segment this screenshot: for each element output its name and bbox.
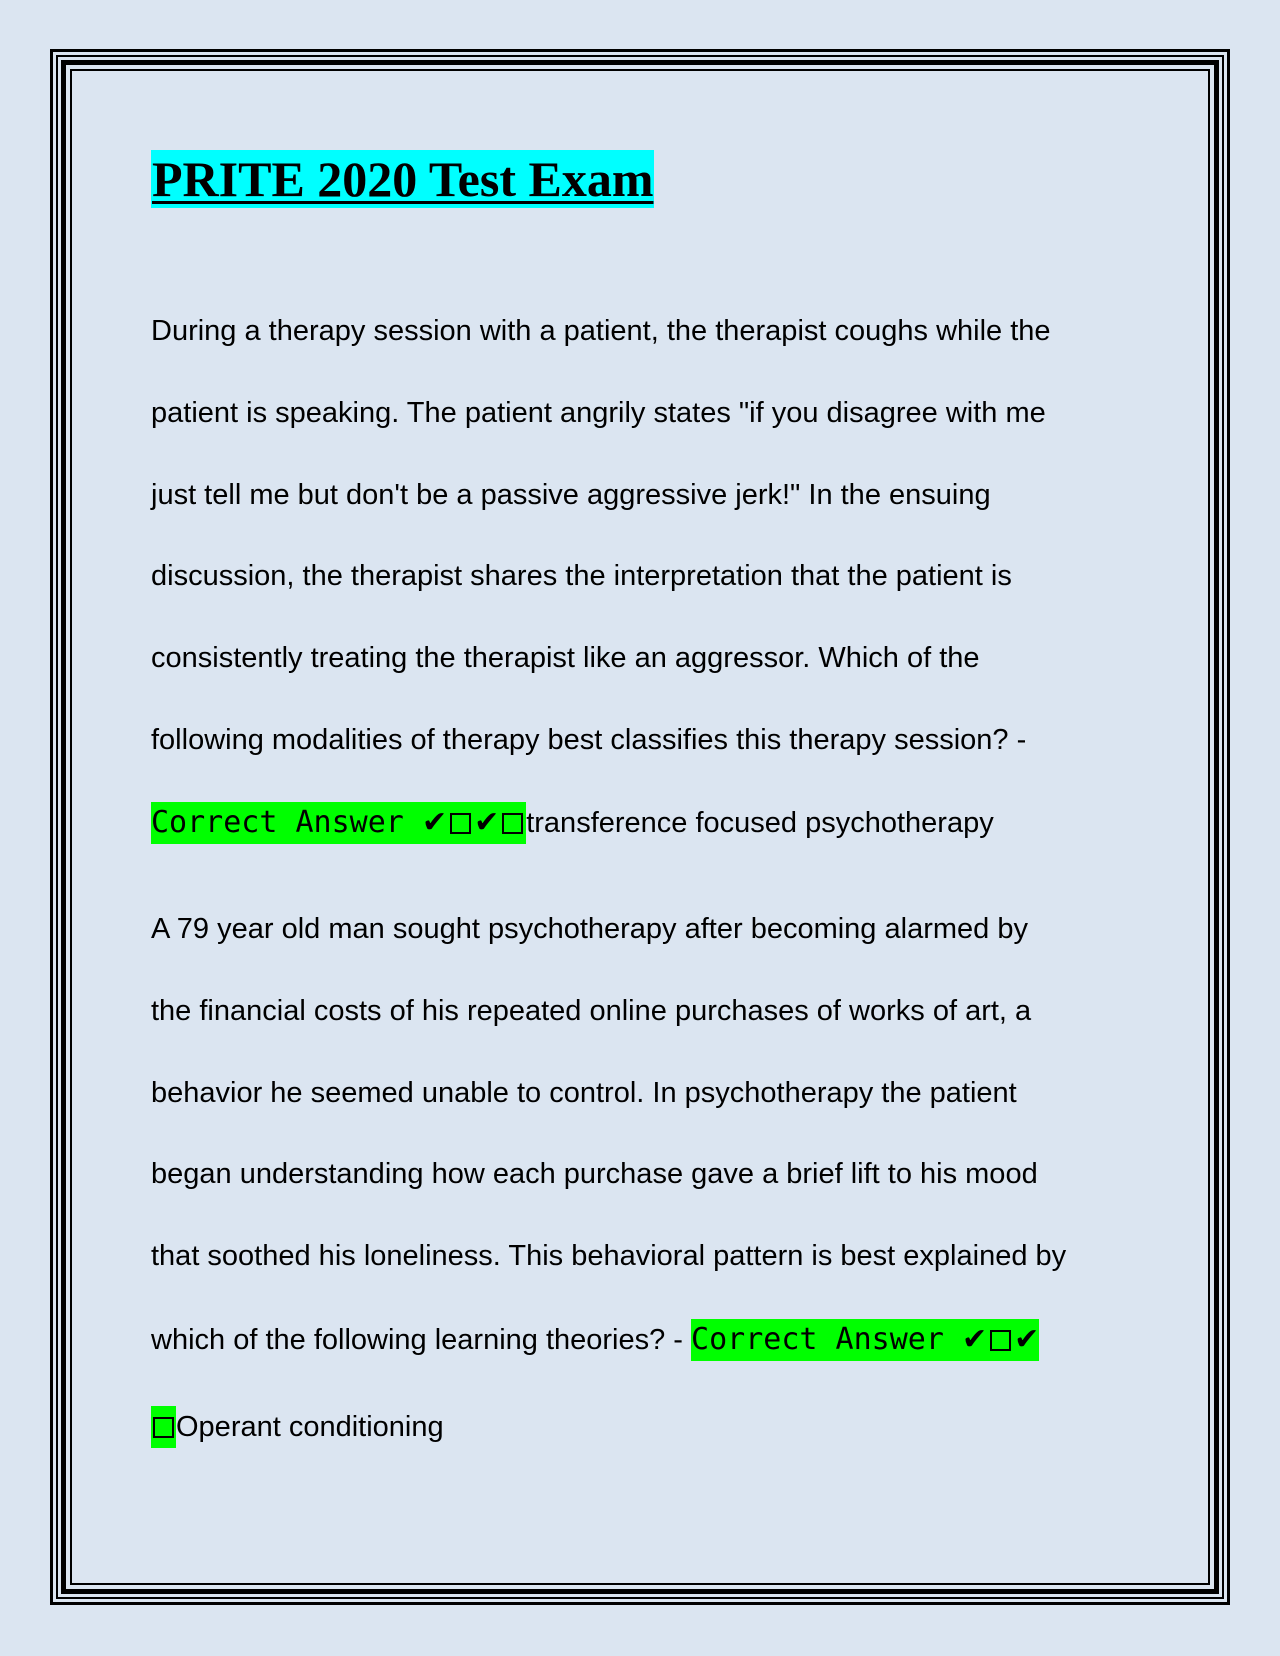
question-2-answer-text: Operant conditioning — [176, 1411, 444, 1443]
question-1-answer-text: transference focused psychotherapy — [526, 807, 994, 839]
document-title: PRITE 2020 Test Exam — [152, 151, 654, 207]
checkmark-icon: ✔ — [474, 805, 500, 840]
question-2-line-4: began understanding how each purchase gave a brief lift to his mood — [151, 1158, 1038, 1190]
checkmark-icon: ✔ — [1014, 1322, 1040, 1357]
checkbox-icon — [502, 813, 523, 834]
checkbox-icon — [450, 813, 471, 834]
correct-answer-label: Correct Answer — [691, 1322, 962, 1357]
question-2-line-6 — [151, 1319, 1039, 1361]
question-1-line-3: just tell me but don't be a passive aggressive jerk!" In the ensuing — [151, 479, 991, 511]
question-1-line-1: During a therapy session with a patient, the therapist coughs while the — [151, 315, 1051, 347]
question-2-line-5: that soothed his loneliness. This behavioral pattern is best explained by — [151, 1240, 1067, 1272]
question-2-line-2: the financial costs of his repeated online purchases of works of art, a — [151, 995, 1032, 1027]
question-1-line-5: consistently treating the therapist like an aggressor. Which of the — [151, 642, 980, 674]
correct-answer-highlight — [151, 802, 526, 844]
question-2-line-6-text: which of the following learning theories? - — [151, 1324, 692, 1356]
question-1-line-4: discussion, the therapist shares the interpretation that the patient is — [151, 560, 1012, 592]
checkmark-icon: ✔ — [421, 805, 448, 840]
question-2-answer-line — [151, 1406, 444, 1448]
checkmark-icon: ✔ — [961, 1322, 988, 1357]
correct-answer-label: Correct Answer — [151, 805, 422, 840]
question-1-line-6: following modalities of therapy best classifies this therapy session? - — [151, 724, 1027, 756]
checkbox-icon — [153, 1417, 174, 1438]
question-1-answer-line — [151, 802, 994, 844]
question-2-line-1: A 79 year old man sought psychotherapy after becoming alarmed by — [151, 913, 1028, 945]
question-1-line-2: patient is speaking. The patient angrily states "if you disagree with me — [151, 397, 1046, 429]
correct-answer-highlight — [691, 1319, 1039, 1361]
correct-answer-highlight — [151, 1406, 176, 1448]
checkbox-icon — [990, 1330, 1011, 1351]
question-2-line-3: behavior he seemed unable to control. In psychotherapy the patient — [151, 1077, 1017, 1109]
